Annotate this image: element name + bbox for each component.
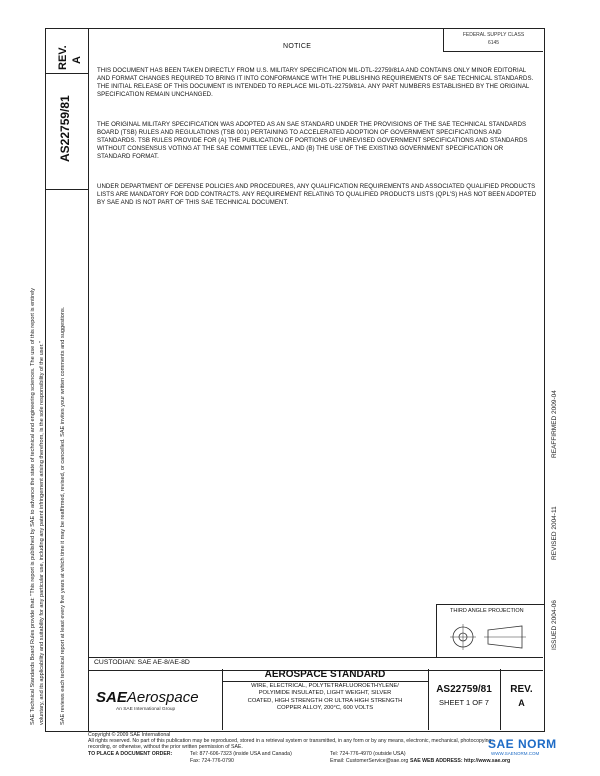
- fed-box-line1: FEDERAL SUPPLY CLASS: [462, 32, 525, 38]
- paragraph-3: UNDER DEPARTMENT OF DEFENSE POLICIES AND PROCEDURES, ANY QUALIFICATION REQUIREMENTS AND ASSOCIATED QUALIFIED PRODUCTS LISTS ARE MANDATORY FOR DOD CONTRACTS. ANY REQUIREMENT RELATING TO QUALIFIED PRODUCTS LISTS (QPL'S) HAS NOT BEEN ADOPTED BY SAE AND IS NOT PART OF THIS SAE TECHNICAL DOCUMENT.: [97, 183, 537, 206]
- title-line-3: COATED, HIGH STRENGTH OR ULTRA HIGH STRENGTH: [247, 697, 403, 704]
- doc-number-vertical: AS22759/81: [58, 95, 72, 162]
- rights-line-2: recording, or otherwise, without the prior written permission of SAE.: [88, 744, 243, 750]
- title-line-1: WIRE, ELECTRICAL, POLYTETRAFLUOROETHYLENE/: [251, 683, 399, 689]
- aerospace-standard-heading: AEROSPACE STANDARD: [264, 669, 386, 680]
- doc-number: AS22759/81: [436, 684, 492, 695]
- web-address[interactable]: SAE WEB ADDRESS: http://www.sae.org: [410, 758, 511, 764]
- tel-outside: Tel: 724-776-4970 (outside USA): [330, 751, 406, 757]
- logo-subtitle: An SAE International Group: [116, 707, 176, 712]
- rev-top-label: REV.: [57, 45, 69, 70]
- issued-date: ISSUED 2004-06: [551, 600, 558, 650]
- watermark-sub: WWW.SAENORM.COM: [491, 751, 540, 756]
- side-text-line1: SAE Technical Standards Board Rules provide that: "This report is published by SAE to advance the state of technical and engineering sciences. The use of this report is entirely: [30, 287, 36, 725]
- paragraph-2: THE ORIGINAL MILITARY SPECIFICATION WAS ADOPTED AS AN SAE STANDARD UNDER THE PROVISIONS OF THE SAE TECHNICAL STANDARDS BOARD (TSB) RULES AND REGULATIONS (TSB 001) PERTAINING TO ACCELERATED ADOPTION OF GOVERNMENT SPECIFICATIONS AND STANDARDS. TSB RULES PROVIDE FOR (A) THE PUBLICATION OF PORTIONS OF UNREVISED GOVERNMENT SPECIFICATIONS AND STANDARDS WITHOUT CONSENSUS VOTING AT THE SAE COMMITTEE LEVEL, AND (B) THE USE OF THE EXISTING GOVERNMENT SPECIFICATION OR STANDARD FORMAT.: [97, 121, 528, 160]
- logo-sae: SAE: [96, 689, 127, 706]
- logo-aerospace: Aerospace: [126, 689, 199, 706]
- sae-aerospace-logo: [96, 689, 199, 706]
- reaffirmed-date: REAFFIRMED 2009-04: [551, 390, 558, 458]
- side-text-line2: voluntary, and its applicability and suitability for any particular use, including any patent infringement arising therefrom, is the sole responsibility of the user.": [39, 341, 45, 725]
- email-line[interactable]: Email: CustomerService@sae.org: [330, 758, 409, 764]
- copyright-line: Copyright © 2009 SAE International: [88, 732, 171, 738]
- custodian-text: CUSTODIAN: SAE AE-8/AE-8D: [94, 659, 190, 666]
- rev-label: REV.: [510, 684, 533, 695]
- rights-line: All rights reserved. No part of this publication may be reproduced, stored in a retrieval system or transmitted, in any form or by any means, electronic, mechanical, photocopying,: [88, 738, 493, 744]
- rev-value: A: [518, 698, 525, 708]
- federal-supply-box: [443, 28, 543, 52]
- revised-date: REVISED 2004-11: [551, 506, 558, 560]
- notice-heading: NOTICE: [283, 43, 312, 50]
- rev-top-value: A: [71, 56, 83, 64]
- paragraph-1: THIS DOCUMENT HAS BEEN TAKEN DIRECTLY FROM U.S. MILITARY SPECIFICATION MIL-DTL-22759/81A AND CONTAINS ONLY MINOR EDITORIAL AND FORMAT CHANGES REQUIRED TO BRING IT INTO CONFORMANCE WITH THE PUBLISHING REQUIREMENTS OF SAE TECHNICAL STANDARDS. THE INITIAL RELEASE OF THIS DOCUMENT IS INTENDED TO REPLACE MIL-DTL-22759/81A. ANY PART NUMBERS ESTABLISHED BY THE ORIGINAL SPECIFICATION REMAIN UNCHANGED.: [97, 67, 534, 98]
- third-angle-projection-icon: [448, 620, 528, 654]
- title-line-2: POLYIMIDE INSULATED, LIGHT WEIGHT, SILVER: [258, 690, 392, 697]
- order-heading: TO PLACE A DOCUMENT ORDER:: [88, 751, 173, 757]
- fed-box-line2: 6145: [487, 40, 500, 46]
- title-line-4: COPPER ALLOY, 200°C, 600 VOLTS: [276, 704, 374, 711]
- document-title: [226, 683, 424, 712]
- watermark-logo: SAE NORM: [488, 737, 557, 751]
- projection-label: THIRD ANGLE PROJECTION: [450, 608, 524, 614]
- sheet-number: SHEET 1 OF 7: [439, 698, 489, 707]
- side-text-line3: SAE reviews each technical report at least every five years at which time it may be reaffirmed, revised, or cancelled. SAE invites your written comments and suggestions.: [60, 306, 66, 725]
- fax-line: Fax: 724-776-0790: [190, 758, 234, 764]
- tel-inside: Tel: 877-606-7323 (inside USA and Canada): [190, 751, 292, 757]
